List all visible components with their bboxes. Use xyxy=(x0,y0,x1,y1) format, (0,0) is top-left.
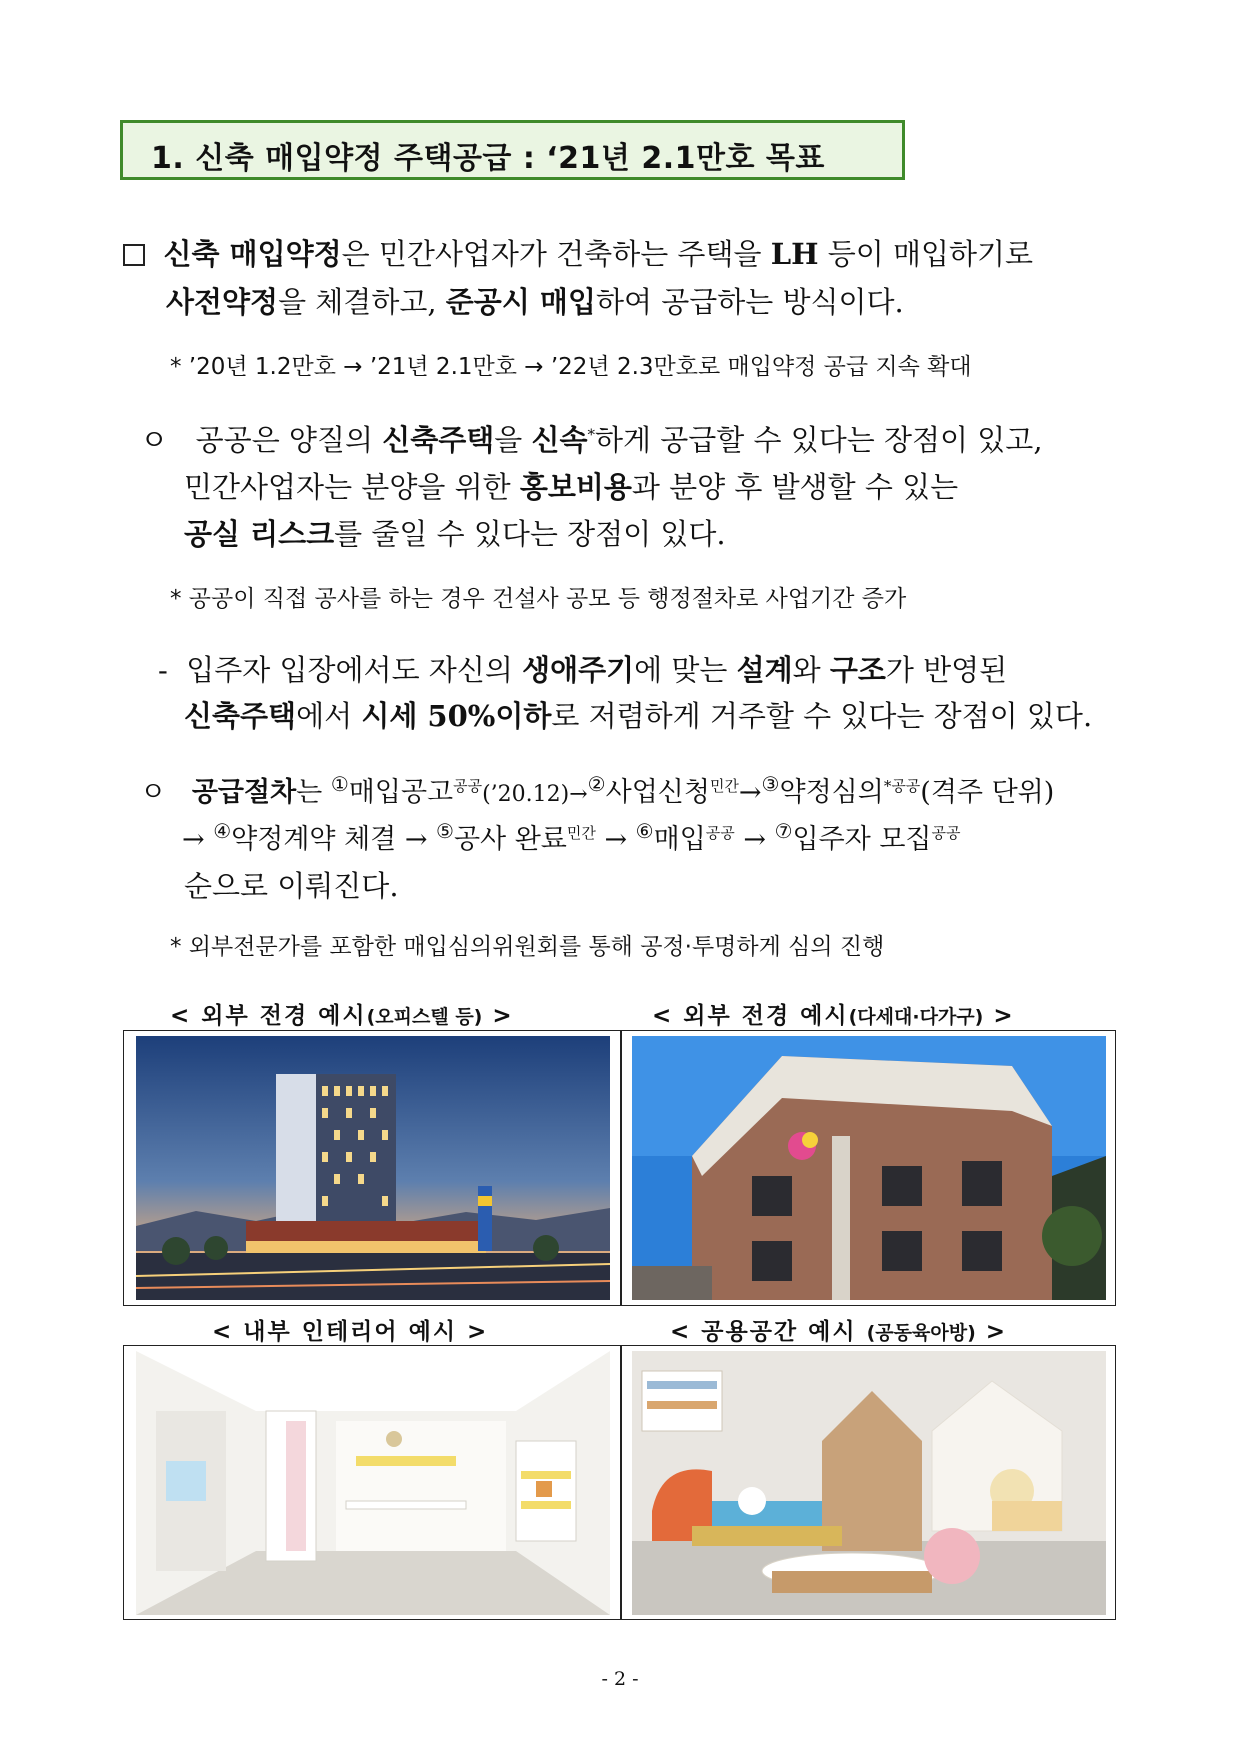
text: 와 xyxy=(792,653,830,687)
keyword: 설계 xyxy=(736,653,793,687)
paragraph-4-line-3: 순으로 이뤄진다. xyxy=(184,869,399,903)
keyword: 시세 50%이하 xyxy=(361,699,552,733)
keyword: 신축 매입약정 xyxy=(163,237,342,271)
paragraph-2-line-1 xyxy=(140,418,1043,459)
actor-label: 공공 xyxy=(705,824,735,842)
circle-bullet: ㅇ xyxy=(140,777,167,808)
keyword: 구조 xyxy=(829,653,886,687)
photo-table-row-1 xyxy=(123,1030,1116,1306)
text: 을 xyxy=(494,423,532,457)
step-text: 입주자 모집 xyxy=(792,824,932,855)
paragraph-1-line-1 xyxy=(123,232,1033,273)
step-text: 공사 완료 xyxy=(453,824,567,855)
text: 민간사업자는 분양을 위한 xyxy=(184,470,520,504)
text: 과 분양 후 발생할 수 있는 xyxy=(631,470,959,504)
keyword: 신속 xyxy=(531,423,588,457)
caption-detail: (다세대·다가구) xyxy=(848,1006,984,1028)
caption-detail: (공동육아방) xyxy=(866,1322,976,1344)
text: 하여 공급하는 방식이다. xyxy=(595,285,904,319)
text: → xyxy=(734,824,775,855)
step-number: ③ xyxy=(761,772,780,796)
note-2: * 공공이 직접 공사를 하는 경우 건설사 공모 등 행정절차로 사업기간 증가 xyxy=(170,586,907,612)
keyword: 신축주택 xyxy=(184,699,297,733)
cell-divider xyxy=(620,1346,622,1619)
step-text: 매입공고 xyxy=(348,777,454,808)
text: 에서 xyxy=(296,699,362,733)
caption-text: > xyxy=(975,1319,1008,1345)
dash-bullet: - xyxy=(158,653,168,687)
step-number: ① xyxy=(330,772,349,796)
actor-label: 민간 xyxy=(566,824,596,842)
circle-bullet: ㅇ xyxy=(140,423,169,457)
note-3: * 외부전문가를 포함한 매입심의위원회를 통해 공정·투명하게 심의 진행 xyxy=(170,934,885,960)
step-text: 약정심의 xyxy=(779,777,884,808)
actor-label: 민간 xyxy=(709,777,739,795)
step-text: 약정계약 체결 → xyxy=(231,824,437,855)
keyword: 홍보비용 xyxy=(519,470,632,504)
text: (’20.12)→ xyxy=(482,782,588,807)
checkbox-bullet xyxy=(123,244,145,266)
section-title: 1. 신축 매입약정 주택공급 : ‘21년 2.1만호 목표 xyxy=(151,141,825,176)
photo-table-row-2 xyxy=(123,1345,1116,1620)
text: 로 저렴하게 거주할 수 있다는 장점이 있다. xyxy=(551,699,1093,733)
paragraph-3-line-1 xyxy=(158,648,1007,689)
text: 을 체결하고, xyxy=(278,285,446,319)
section-title-box xyxy=(120,120,905,180)
text: 가 반영된 xyxy=(885,653,1008,687)
step-number: ⑥ xyxy=(635,819,654,843)
step-number: ② xyxy=(587,772,606,796)
text: → xyxy=(738,777,762,808)
keyword: 공급절차 xyxy=(191,777,297,808)
footnote-mark: * xyxy=(587,425,596,444)
step-text: 사업신청 xyxy=(605,777,710,808)
caption-text: < 외부 전경 예시 xyxy=(652,1003,849,1029)
text: → xyxy=(182,824,214,855)
paragraph-2-line-3 xyxy=(184,512,726,553)
caption-text: < 외부 전경 예시 xyxy=(170,1003,367,1029)
keyword: 공실 리스크 xyxy=(184,517,335,551)
interior-photo xyxy=(136,1351,610,1615)
keyword: 사전약정 xyxy=(166,285,279,319)
text: 를 줄일 수 있다는 장점이 있다. xyxy=(334,517,726,551)
caption-common-space xyxy=(670,1313,1007,1346)
text: 입주자 입장에서도 자신의 xyxy=(186,653,523,687)
keyword: LH xyxy=(770,237,819,271)
text: 하게 공급할 수 있다는 장점이 있고, xyxy=(595,423,1043,457)
actor-label: 공공 xyxy=(931,824,961,842)
caption-interior xyxy=(212,1313,488,1346)
paragraph-4-line-2 xyxy=(182,817,960,856)
paragraph-3-line-2 xyxy=(184,694,1092,735)
paragraph-2-line-2 xyxy=(184,465,958,506)
caption-exterior-multiplex xyxy=(652,997,1015,1030)
page-number: - 2 - xyxy=(601,1668,639,1690)
exterior-officetel-photo xyxy=(136,1036,610,1300)
keyword: 생애주기 xyxy=(522,653,635,687)
step-text: 매입 xyxy=(653,824,706,855)
actor-label: *공공 xyxy=(883,777,921,795)
text: (격주 단위) xyxy=(920,777,1055,808)
caption-detail: (오피스텔 등) xyxy=(366,1006,483,1028)
text: → xyxy=(595,824,636,855)
caption-text: < 내부 인테리어 예시 > xyxy=(212,1319,489,1345)
step-number: ⑤ xyxy=(436,819,454,843)
keyword: 준공시 매입 xyxy=(445,285,596,319)
caption-exterior-officetel xyxy=(170,997,514,1030)
text: 은 민간사업자가 건축하는 주택을 xyxy=(341,237,771,271)
exterior-multiplex-photo xyxy=(632,1036,1106,1300)
caption-text: > xyxy=(482,1003,514,1029)
text: 공공은 양질의 xyxy=(195,423,383,457)
cell-divider xyxy=(620,1031,622,1305)
step-number: ④ xyxy=(213,819,232,843)
caption-text: > xyxy=(983,1003,1015,1029)
caption-text: < 공용공간 예시 xyxy=(670,1319,867,1345)
step-number: ⑦ xyxy=(774,819,793,843)
text: 는 xyxy=(296,777,331,808)
text: 등이 매입하기로 xyxy=(818,237,1034,271)
text: 에 맞는 xyxy=(634,653,737,687)
note-1: * ’20년 1.2만호 → ’21년 2.1만호 → ’22년 2.3만호로 매입약정 공급 지속 확대 xyxy=(170,354,972,380)
paragraph-4-line-1 xyxy=(140,770,1054,809)
actor-label: 공공 xyxy=(453,777,483,795)
paragraph-1-line-2 xyxy=(166,280,904,321)
keyword: 신축주택 xyxy=(382,423,495,457)
common-space-photo xyxy=(632,1351,1106,1615)
